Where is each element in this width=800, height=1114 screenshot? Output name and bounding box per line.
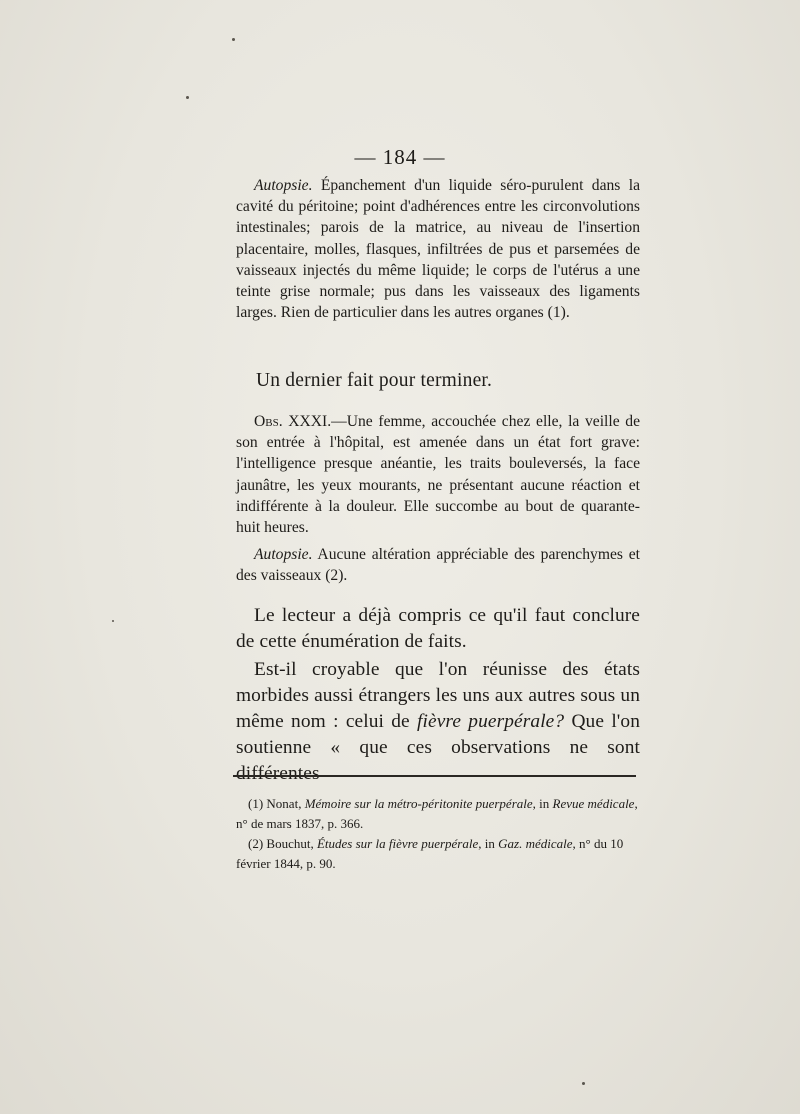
conclusion-text: Le lecteur a déjà compris ce qu'il faut conclure de cette énumération de faits. xyxy=(236,605,640,652)
autopsy-paragraph-1 xyxy=(236,175,640,323)
footnote-2-journal: Gaz. médicale xyxy=(498,836,573,851)
footnote-2-title: Études sur la fièvre puerpérale xyxy=(316,836,479,851)
page-number: — 184 — xyxy=(354,145,446,169)
autopsy-text-2: Aucune altération appréciable des parenchymes et des vaisseaux (2). xyxy=(236,546,640,585)
paper-speck xyxy=(186,96,189,99)
footnote-1-mark: (1) xyxy=(248,796,264,811)
observation-paragraph xyxy=(236,411,640,538)
footnote-1-title: Mémoire sur la métro-péritonite puerpérale xyxy=(304,796,533,811)
observation-label: Obs. XXXI. xyxy=(254,413,332,430)
observation-text: —Une femme, accouchée chez elle, la veille de son entrée à l'hôpital, est amenée dans un état fort grave: l'intelligence presque anéantie, les traits bouleversés, la face jaunâtre, les yeux mourants, ne présentant aucune réaction et indifférente à la douleur. Elle succombe au bout de quarante-huit heures. xyxy=(236,413,640,537)
autopsy-label-2: Autopsie. xyxy=(254,546,313,563)
section-heading: Un dernier fait pour terminer. xyxy=(256,370,493,391)
question-text-after: Que l'on soutienne « que ces observations ne sont différentes xyxy=(236,711,640,784)
question-italic: fièvre puerpérale? xyxy=(417,711,565,732)
autopsy-text: Épanchement d'un liquide séro-purulent dans la cavité du péritoine; point d'adhérences entre les circonvolutions intestinales; parois de la matrice, au niveau de l'insertion placentaire, molles, flasques, infiltrées de pus et parsemées de vaisseaux injectés du même liquide; le corps de l'utérus a une teinte grise normale; pus dans les vaisseaux des ligaments larges. Rien de particulier dans les autres organes (1). xyxy=(236,177,640,322)
footnote-1-mid: , in xyxy=(532,796,553,811)
conclusion-paragraph xyxy=(236,603,640,655)
footnotes xyxy=(236,794,640,874)
footnote-1-author: Nonat, xyxy=(263,796,305,811)
paper-speck xyxy=(582,1082,585,1085)
footnote-1 xyxy=(236,794,640,834)
footnote-rule xyxy=(233,775,636,777)
paper-speck xyxy=(232,38,235,41)
autopsy-paragraph-2 xyxy=(236,544,640,586)
footnote-1-journal: Revue médicale xyxy=(552,796,635,811)
footnote-2-end: , n° du 10 février 1844, p. 90. xyxy=(236,836,624,871)
question-text-before: Est-il croyable que l'on réunisse des états morbides aussi étrangers les uns aux autres sous un même nom : celui de xyxy=(236,659,640,732)
footnote-1-end: , n° de mars 1837, p. 366. xyxy=(236,796,638,831)
footnote-2-mark: (2) xyxy=(248,836,264,851)
footnote-2 xyxy=(236,834,640,874)
footnote-2-author: Bouchut, xyxy=(263,836,317,851)
paper-speck xyxy=(112,620,114,622)
autopsy-label: Autopsie. xyxy=(254,177,313,194)
question-paragraph xyxy=(236,657,640,787)
footnote-2-mid: , in xyxy=(478,836,499,851)
